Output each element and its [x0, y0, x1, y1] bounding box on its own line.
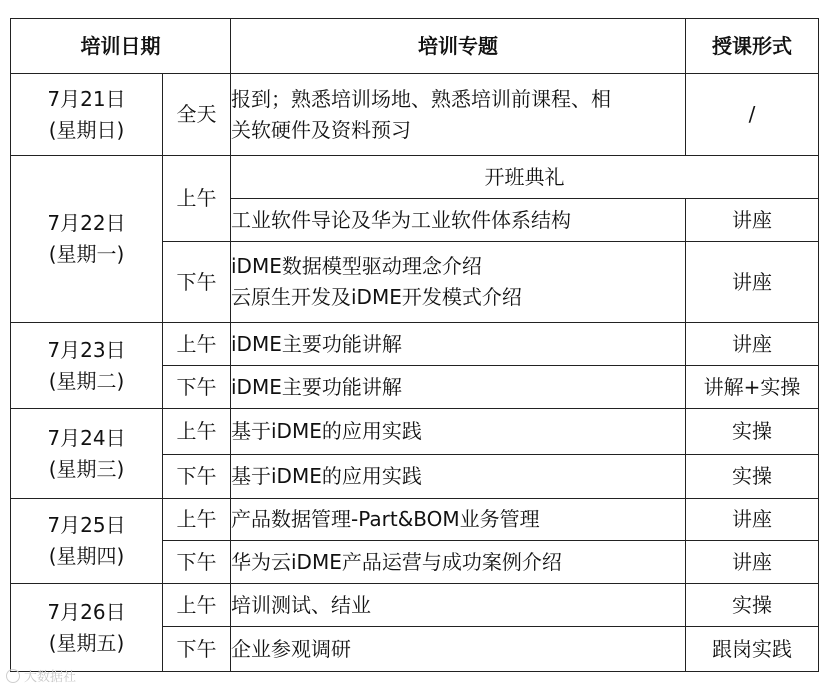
date-cell — [11, 409, 163, 499]
session-cell: 下午 — [163, 541, 231, 584]
header-form: 授课形式 — [686, 19, 819, 74]
topic-cell: 企业参观调研 — [231, 627, 686, 672]
date-text: 7月24日 — [47, 425, 126, 450]
header-date: 培训日期 — [11, 19, 231, 74]
session-cell: 下午 — [163, 455, 231, 499]
weekday-text: (星期一) — [48, 242, 125, 266]
training-schedule-table — [10, 18, 819, 672]
session-cell: 下午 — [163, 627, 231, 672]
topic-cell: 产品数据管理-Part&BOM业务管理 — [231, 499, 686, 541]
ceremony-cell: 开班典礼 — [231, 156, 819, 199]
topic-cell: 基于iDME的应用实践 — [231, 455, 686, 499]
weekday-text: (星期三) — [48, 456, 125, 481]
table-row — [11, 584, 819, 627]
topic-cell: 培训测试、结业 — [231, 584, 686, 627]
session-cell: 上午 — [163, 584, 231, 627]
session-cell: 全天 — [163, 74, 231, 156]
session-cell: 上午 — [163, 499, 231, 541]
session-cell: 下午 — [163, 242, 231, 323]
weekday-text: (星期五) — [48, 630, 125, 655]
date-text: 7月23日 — [47, 337, 126, 362]
date-cell — [11, 499, 163, 584]
topic-line: 报到；熟悉培训场地、熟悉培训前课程、相 — [231, 86, 611, 111]
topic-cell: 工业软件导论及华为工业软件体系结构 — [231, 199, 686, 242]
topic-line: 云原生开发及iDME开发模式介绍 — [231, 285, 522, 309]
weekday-text: (星期日) — [48, 117, 125, 142]
form-cell: 跟岗实践 — [686, 627, 819, 672]
topic-cell: iDME主要功能讲解 — [231, 366, 686, 409]
weekday-text: (星期四) — [48, 544, 125, 568]
table-row — [11, 323, 819, 366]
topic-cell — [231, 74, 686, 156]
form-cell: 实操 — [686, 584, 819, 627]
form-cell: 实操 — [686, 455, 819, 499]
table-header-row — [11, 19, 819, 74]
topic-line: 关软硬件及资料预习 — [231, 117, 411, 142]
date-cell — [11, 584, 163, 672]
table-row — [11, 74, 819, 156]
form-cell: 讲座 — [686, 199, 819, 242]
form-cell: / — [686, 74, 819, 156]
form-cell: 实操 — [686, 409, 819, 455]
table-row — [11, 156, 819, 199]
date-text: 7月26日 — [47, 599, 126, 624]
form-cell: 讲座 — [686, 323, 819, 366]
topic-cell: iDME主要功能讲解 — [231, 323, 686, 366]
date-cell — [11, 156, 163, 323]
session-cell: 上午 — [163, 409, 231, 455]
weekday-text: (星期二) — [48, 368, 125, 393]
date-text: 7月25日 — [47, 513, 126, 537]
date-cell — [11, 323, 163, 409]
topic-cell — [231, 242, 686, 323]
session-cell: 下午 — [163, 366, 231, 409]
form-cell: 讲解+实操 — [686, 366, 819, 409]
header-topic: 培训专题 — [231, 19, 686, 74]
topic-cell: 基于iDME的应用实践 — [231, 409, 686, 455]
topic-cell: 华为云iDME产品运营与成功案例介绍 — [231, 541, 686, 584]
watermark — [6, 666, 76, 685]
date-text: 7月22日 — [47, 211, 126, 235]
watermark-logo-icon — [6, 669, 20, 683]
table-row — [11, 409, 819, 455]
session-cell: 上午 — [163, 156, 231, 242]
table-row — [11, 499, 819, 541]
watermark-text: 大数据社 — [24, 670, 77, 685]
date-text: 7月21日 — [47, 86, 126, 111]
form-cell: 讲座 — [686, 499, 819, 541]
form-cell: 讲座 — [686, 242, 819, 323]
session-cell: 上午 — [163, 323, 231, 366]
date-cell — [11, 74, 163, 156]
topic-line: iDME数据模型驱动理念介绍 — [231, 254, 482, 278]
form-cell: 讲座 — [686, 541, 819, 584]
